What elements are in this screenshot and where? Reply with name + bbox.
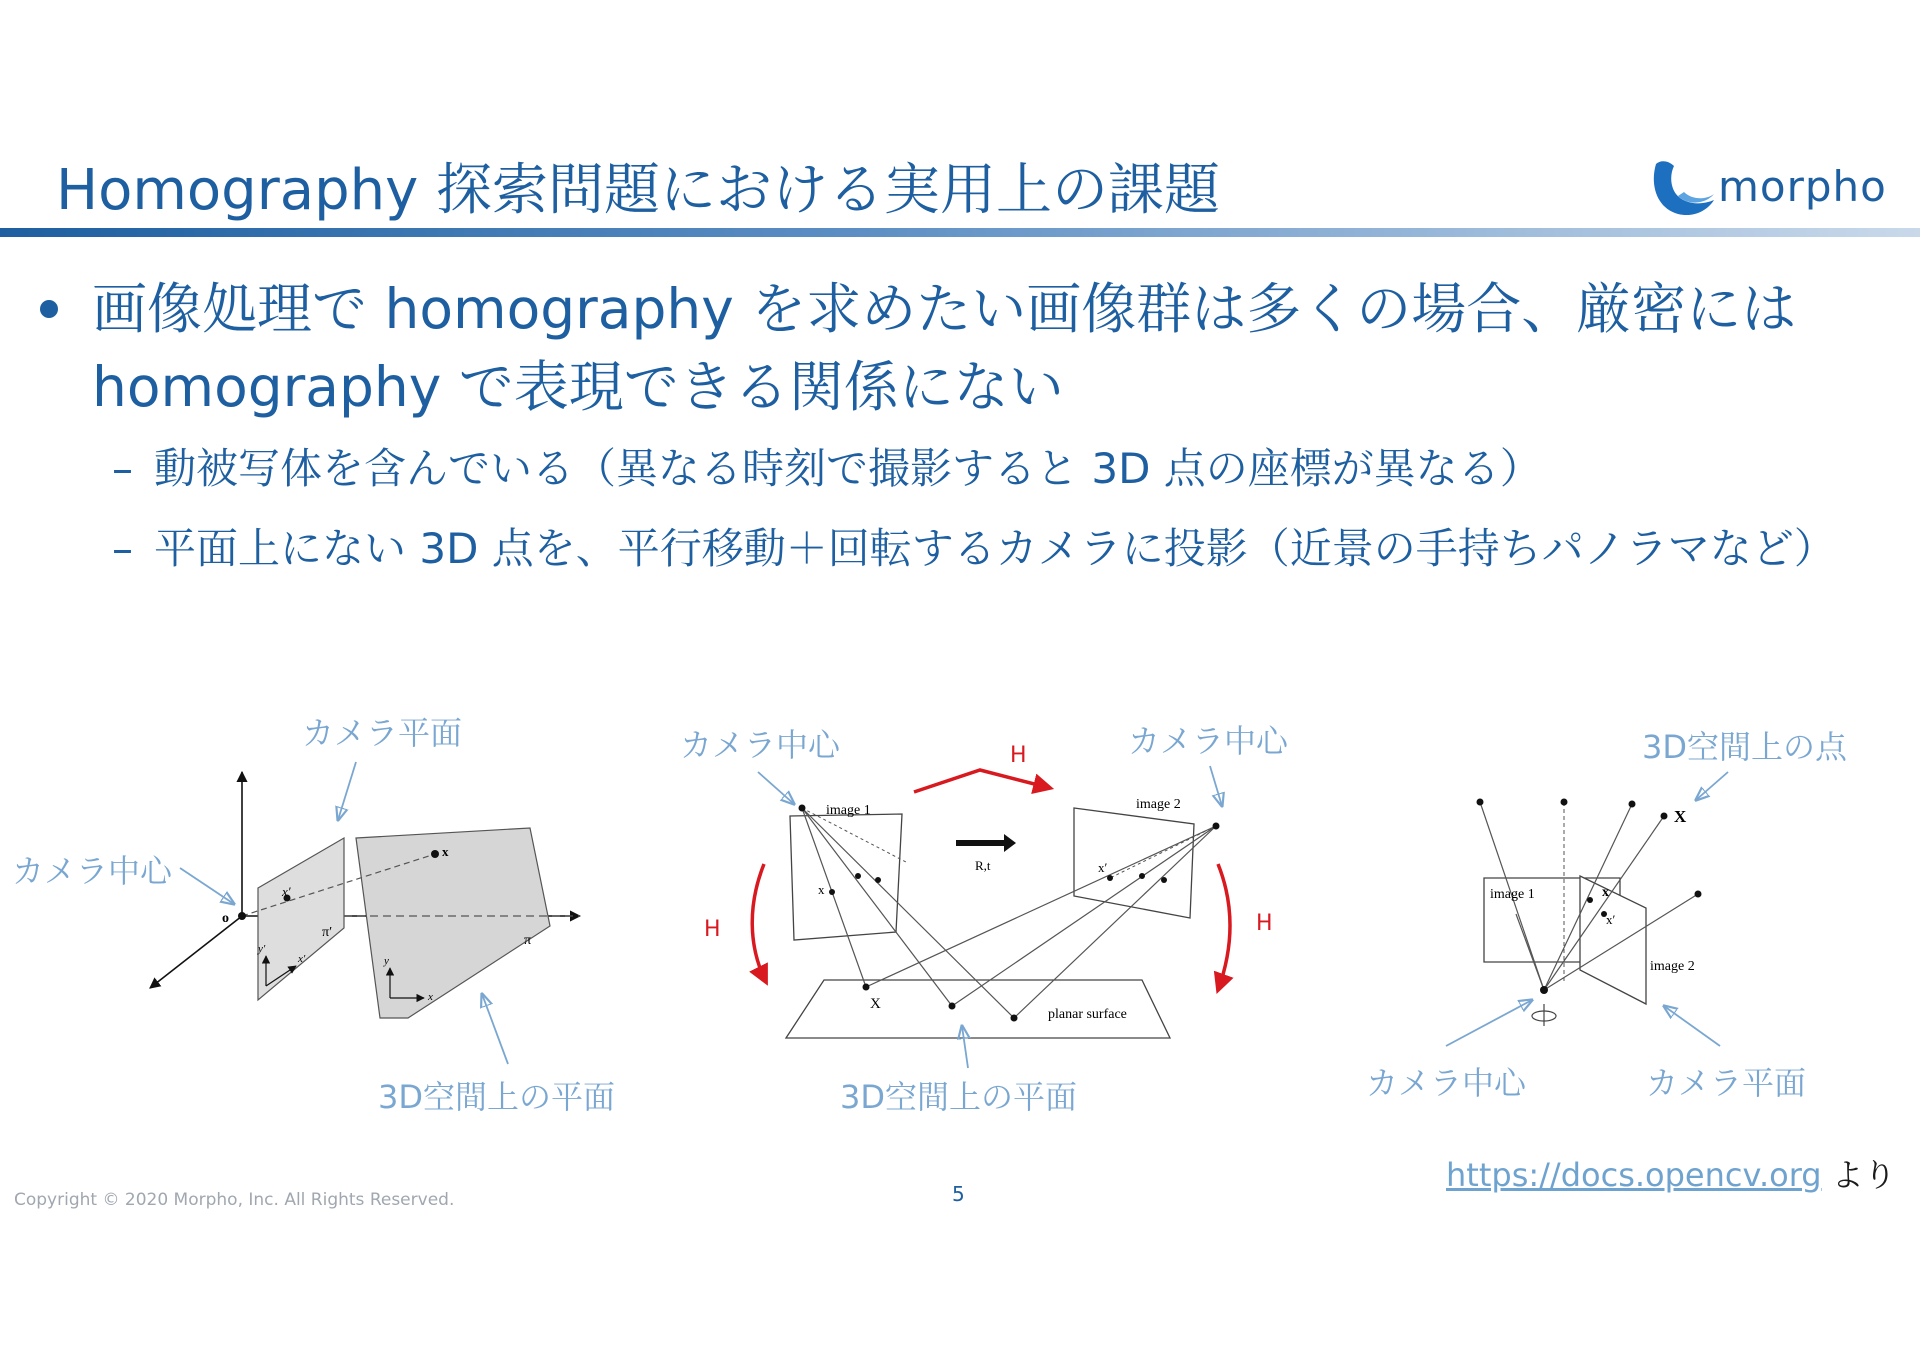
- right-x-prime-label: x′: [1606, 912, 1616, 927]
- right-image2-plane: [1580, 876, 1646, 1004]
- source-suffix: より: [1821, 1156, 1896, 1194]
- middle-planar-surface-label: planar surface: [1048, 1007, 1127, 1022]
- middle-H-right: H: [1256, 911, 1273, 936]
- title-underline: [0, 228, 1920, 237]
- middle-image1-label: image 1: [826, 803, 871, 818]
- right-image1-label: image 1: [1490, 887, 1535, 902]
- left-camera-center-label: カメラ中心: [12, 852, 173, 890]
- logo-text: morpho: [1718, 162, 1887, 211]
- sub-bullet-1: 動被写体を含んでいる（異なる時刻で撮影すると 3D 点の座標が異なる）: [154, 444, 1542, 493]
- right-3d-point-label: 3D空間上の点: [1642, 728, 1848, 766]
- middle-X-label: X: [870, 996, 881, 1012]
- middle-image1-plane: [790, 814, 902, 940]
- middle-x-prime-label: x′: [1098, 860, 1108, 875]
- right-image2-label: image 2: [1650, 959, 1695, 974]
- slide-title: Homography 探索問題における実用上の課題: [56, 158, 1221, 223]
- motion-arrow: [956, 834, 1016, 852]
- left-axis-x-prime: x′: [298, 953, 306, 965]
- right-camera-center-label: カメラ中心: [1366, 1064, 1527, 1102]
- middle-image2-label: image 2: [1136, 797, 1181, 812]
- left-x-prime-label: x′: [282, 884, 291, 899]
- copyright-notice: Copyright © 2020 Morpho, Inc. All Rights Reserved.: [14, 1190, 455, 1210]
- left-axis-x: x: [428, 991, 433, 1003]
- source-credit: [1446, 1150, 1896, 1196]
- left-pi-prime-label: π′: [322, 925, 333, 940]
- middle-camera-center-left-label: カメラ中心: [680, 726, 841, 764]
- sub-bullet-dash: –: [112, 444, 133, 493]
- left-x-label: x: [442, 844, 449, 859]
- left-axis-y: y: [384, 955, 389, 967]
- page-number: 5: [952, 1182, 965, 1206]
- right-x-label: x: [1602, 885, 1609, 900]
- left-pi-label: π: [524, 933, 532, 948]
- figure-left: [150, 762, 580, 1064]
- middle-x-label: x: [818, 882, 825, 897]
- middle-camera-center-right-label: カメラ中心: [1128, 722, 1289, 760]
- sub-bullet-dash: –: [112, 524, 133, 573]
- source-link[interactable]: https://docs.opencv.org: [1446, 1156, 1822, 1194]
- left-origin-label: o: [222, 911, 229, 926]
- left-3d-plane-label: 3D空間上の平面: [378, 1078, 616, 1116]
- middle-image2-plane: [1074, 808, 1194, 918]
- middle-H-top: H: [1010, 743, 1027, 768]
- sub-bullet-2: 平面上にない 3D 点を、平行移動＋回転するカメラに投影（近景の手持ちパノラマなど）: [154, 524, 1836, 573]
- middle-rt-label: R,t: [975, 858, 991, 873]
- main-bullet-text: 画像処理で homography を求めたい画像群は多くの場合、厳密には homography で表現できる関係にない: [92, 277, 1797, 419]
- morpho-logo: [1648, 152, 1887, 232]
- figure-middle: [704, 743, 1273, 1068]
- right-X-label: X: [1674, 807, 1687, 826]
- left-camera-plane-label: カメラ平面: [302, 714, 463, 752]
- left-3d-plane-shape: [356, 828, 550, 1018]
- morpho-logo-icon: [1648, 156, 1718, 226]
- figure-right: [1446, 772, 1728, 1046]
- left-axis-y-prime: y′: [258, 943, 266, 955]
- bullet-dot: [40, 300, 58, 318]
- right-camera-plane-label: カメラ平面: [1646, 1064, 1807, 1102]
- middle-3d-plane-label: 3D空間上の平面: [840, 1078, 1078, 1116]
- left-camera-plane-shape: [258, 838, 344, 1000]
- middle-H-left: H: [704, 917, 721, 942]
